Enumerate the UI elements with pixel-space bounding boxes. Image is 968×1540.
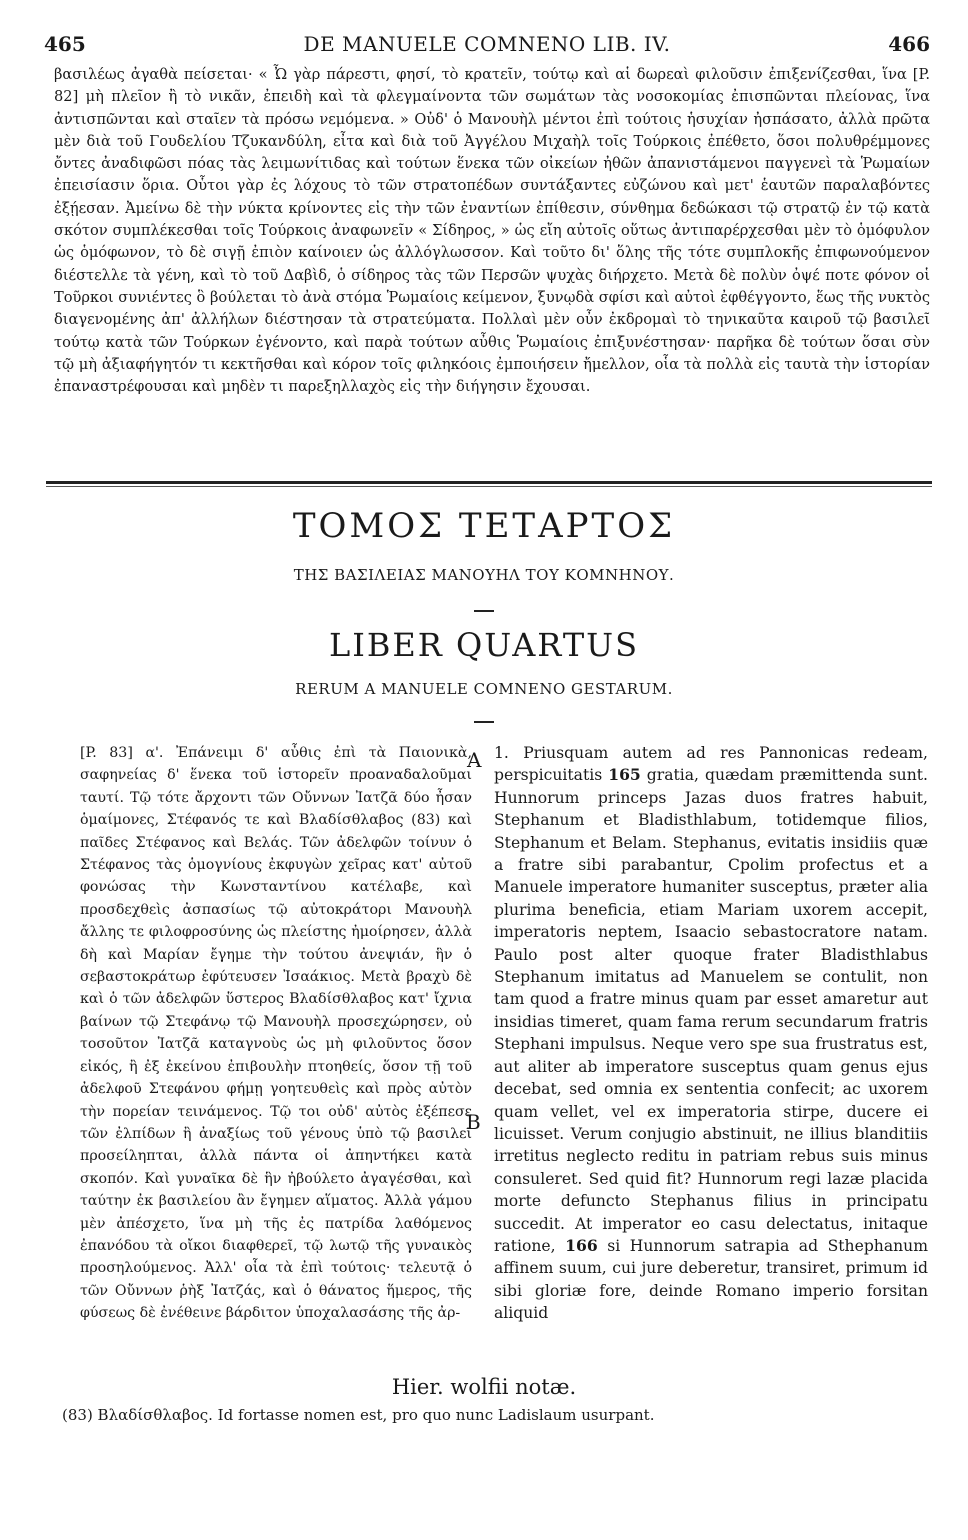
book-subtitle-latin: RERUM A MANUELE COMNENO GESTARUM. (295, 680, 673, 698)
page-marker-166: 166 (565, 1235, 598, 1255)
margin-letter-b: B (466, 1110, 481, 1134)
book-subtitle-greek: ΤΗΣ ΒΑΣΙΛΕΙΑΣ ΜΑΝΟΥΗΛ ΤΟΥ ΚΟΜΝΗΝΟΥ. (293, 566, 675, 584)
latin-text-part1: 1. Priusquam autem ad res Pannonicas redeam, perspicuitatis (494, 744, 928, 785)
page-marker-165: 165 (608, 765, 641, 785)
latin-text-part3: si Hunnorum satrapia ad Sthephanum affinem suum, cui jure deberetur, transiret, primum id sibi gloriæ fore, deinde Romano imperio forsitan aliquid (494, 1236, 929, 1323)
greek-paragraph-top: βασιλέως ἀγαθὰ πείσεται· « Ὦ γὰρ πάρεστι, φησί, τὸ κρατεῖν, τούτῳ καὶ αἱ δωρεαὶ φιλοῦσιν ἐπιξενίζεσθαι, ἵνα [P. 82] μὴ πλεῖον ἢ τὸ νικᾶν, ἐπειδὴ καὶ τὰ φλεγμαίνοντα τῶν σωμάτων τὰς νοσοκομίας ἐπισπῶνται πλείονας, ἵνα ἀντισπῶνται καὶ σταῖεν τὰ πρόσω νεμόμενα. » Οὐδ' ὁ Μανουὴλ μέντοι ἐπὶ τούτοις ἡσυχίαν ἠσπάσατο, ἀλλὰ πρῶτα μὲν διὰ τοῦ Γουδελίου Τζυκανδύλη, εἶτα καὶ διὰ τοῦ Ἀγγέλου Μιχαὴλ τοῖς Τούρκοις ἐπέθετο, ὅσοι πολυθρέμμονες ὄντες ἀναδιφῶσι πόας τὰς λειμωνίτιδας καὶ τούτων ἕνεκα τῶν οἰκείων ἠθῶν ἀπανιστάμενοι παγγενεὶ τὰ Ῥωμαίων ἐπεισίασιν ὅρια. Οὗτοι γὰρ ἐς λόχους τὸ τῶν στρατοπέδων συντάξαντες εὐζώνου καὶ μετ' ἑαυτῶν παραλαβόντες ἐξῄεσαν. Ἀμείνω δὲ τὴν νύκτα κρίνοντες εἰς τὴν τῶν ἐναντίων ἐπίθεσιν, σύνθημα δεδώκασι τῷ στρατῷ ἐν τῷ κατὰ σκότον συμπλέκεσθαι τοῖς Τούρκοις ἀναφωνεῖν « Σίδηρος, » ὡς εἴη αὐτοῖς οὕτως ἀντιπαρέρχεσθαι μὲν τὸ ὁμόφυλον ὡς ὁμόφωνον, τὸ δὲ σιγῇ ἐπιὸν καίνοιεν ὡς ἀλλόγλωσσον. Καὶ τοῦτο δι' ὅλης τῆς τότε συμπλοκῆς ἐπιφωνούμενον διέστελλε τὰ γένη, καὶ τὸ τοῦ Δαβὶδ, ὁ σίδηρος τὰς τῶν Περσῶν ψυχὰς διήρχετο. Μετὰ δὲ πολὺν ὀψέ ποτε φόνον οἱ Τοῦρκοι συνιέντες ὃ βούλεται τὸ ἀνὰ στόμα Ῥωμαίοις κείμενον, ξυνῳδὰ σφίσι καὶ αὐτοὶ ἐφθέγγοντο, ἕως τῆς νυκτὸς διαγενομένης ἀπ' ἀλλήλων διέστησαν τὰ στρατεύματα. Πολλαὶ μὲν οὖν ἐκδρομαὶ τὸ τηνικαῦτα καιροῦ τῷ βασιλεῖ τούτῳ κατὰ τῶν Τούρκων ἐγένοντο, καὶ παρὰ τούτων αὖθις Ῥωμαίοις ἐπιξυνέστησαν· παρῆκα δὲ τούτων ὅσαι σὺν τῷ μὴ ἀξιαφήγητόν τι κεκτῆσθαι καὶ κόρον τοῖς φιληκόοις ἐμποιήσειν ἤμελλον, οἷα τὰ πολλὰ εἰς ταυτὰ τὴν ἱστορίαν ἐπαναστρέφουσαι καὶ μηδὲν τι παρεξηλλαχὸς εἰς τὴν διήγησιν ἔχουσαι. (54, 66, 930, 396)
page-number-left: 465 (44, 32, 86, 56)
margin-letter-a: A (467, 748, 482, 772)
running-head (44, 32, 930, 56)
title-dash-divider (474, 610, 494, 612)
latin-column-text (494, 742, 928, 1325)
notes-heading: Hier. wolfii notæ. (391, 1375, 577, 1399)
title-dash-divider-lower (474, 721, 494, 723)
greek-column (80, 742, 472, 1325)
book-title-greek: ΤΟΜΟΣ ΤΕΤΑΡΤΟΣ (292, 506, 676, 546)
footnote-83: (83) Βλαδίσθλαβος. Id fortasse nomen est, pro quo nunc Ladislaum usurpant. (62, 1406, 655, 1424)
section-rule-thick (46, 481, 932, 484)
running-title: DE MANUELE COMNENO LIB. IV. (303, 32, 671, 56)
page-number-right: 466 (888, 32, 930, 56)
latin-text-part2: gratia, quædam præmittenda sunt. Hunnorum princeps Jazas duos fratres habuit, Stephanum et Bladisthlabum, totidemque filios, Stephanum et Belam. Stephanus, evitatis insidiis quæ a fratre sibi parabantur, Cpolim profectus et a Manuele imperatore humaniter susceptus, præter alia plurima beneficia, etiam Mariam uxorem accepit, imperatoris neptem, Isaacio sebastocratore natam. Paulo post alter quoque frater Bladisthlabus Stephanum imitatus ad Manuelem se contulit, non tam quod a fratre minus quam par esset amaretur aut insidias timeret, quam fama rerum secundarum fratris Stephani impulsus. Neque vero spe sua frustratus est, aut aliter ab imperatore susceptus quam genus ejus decebat, sed omnia ex sententia confecit; ac uxorem quam vellet, vel ex imperatoria stirpe, ducere ei licuisset. Verum conjugio abstinuit, ne illius blanditiis irretitus neglecto reditu in patriam rebus suis minus consuleret. Sed quid fit? Hunnorum regi lazæ placida morte defuncto Stephanus filius in principatu succedit. At imperator eo casu delectatus, initaque ratione, (494, 766, 928, 1255)
greek-column-text: [P. 83] α'. Ἐπάνειμι δ' αὖθις ἐπὶ τὰ Παιονικὰ, σαφηνείας δ' ἕνεκα τοῦ ἱστορεῖν προαναδαλοῦμαι ταυτί. Τῷ τότε ἄρχοντι τῶν Οὔννων Ἰατζᾶ δύο ἦσαν ὁμαίμονες, Στέφανός τε καὶ Βλαδίσθλαβος (83) καὶ παῖδες Στέφανος καὶ Βελάς. Τῶν ἀδελφῶν τοίνυν ὁ Στέφανος τὰς ὁμογνίους ἐκφυγὼν χεῖρας κατ' αὐτοῦ φονώσας τὴν Κωνσταντίνου κατέλαβε, καὶ προσδεχθεὶς ἀσπασίως τῷ αὐτοκράτορι Μανουὴλ ἄλλης τε φιλοφροσύνης ὡς πλείστης ἠμοίρησεν, ἀλλὰ δὴ καὶ Μαρίαν ἔγημε τὴν τούτου ἀνεψιάν, ἣν ὁ σεβαστοκράτωρ ἐφύτευσεν Ἰσαάκιος. Μετὰ βραχὺ δὲ καὶ ὁ τῶν ἀδελφῶν ὕστερος Βλαδίσθλαβος κατ' ἴχνια βαίνων τῷ Στεφάνῳ τῷ Μανουὴλ προσεχώρησεν, οὐ τοσοῦτον Ἰατζᾶ καταγνοὺς ὡς μὴ φιλοῦντος ὅσον εἰκός, ἢ ἐξ ἐκείνου ἐπιβουλὴν πτοηθείς, ὅσον τῇ τοῦ ἀδελφοῦ Στεφάνου φήμῃ γοητευθεὶς καὶ πρὸς αὐτὸν τὴν πορείαν τεινάμενος. Τῷ τοι οὐδ' αὐτὸς ἐξέπεσε τῶν ἐλπίδων ἢ ἀναξίως τοῦ γένους ὑπὸ τῷ βασιλεῖ προσείληπται, ἀλλὰ πάντα οἱ ἀπηντήκει κατὰ σκοπόν. Καὶ γυναῖκα δὲ ἣν ἠβούλετο ἀγαγέσθαι, καὶ ταύτην ἐκ βασιλείου ἂν ἔγημεν αἵματος. Ἀλλὰ γάμου μὲν ἀπέσχετο, ἵνα μὴ τῆς ἐς πατρίδα λαθόμενος ἐπανόδου τὰ οἴκοι διαφθερεῖ, τῷ λωτῷ τῆς γυναικὸς προσηλούμενος. Ἀλλ' οἷα τὰ ἐπὶ τούτοις· τελευτᾷ ὁ τῶν Οὔννων ῥὴξ Ἰατζάς, καὶ ὁ θάνατος ἥμερος, τῆς φύσεως δὲ ἐνέθεινε βάρδιτον ὑποχαλασάσης τῆς ἀρ- (80, 745, 472, 1322)
latin-column (494, 742, 928, 1325)
greek-continuation-text (54, 64, 930, 398)
book-title-latin: LIBER QUARTUS (328, 626, 640, 664)
section-rule-thin (46, 486, 932, 487)
